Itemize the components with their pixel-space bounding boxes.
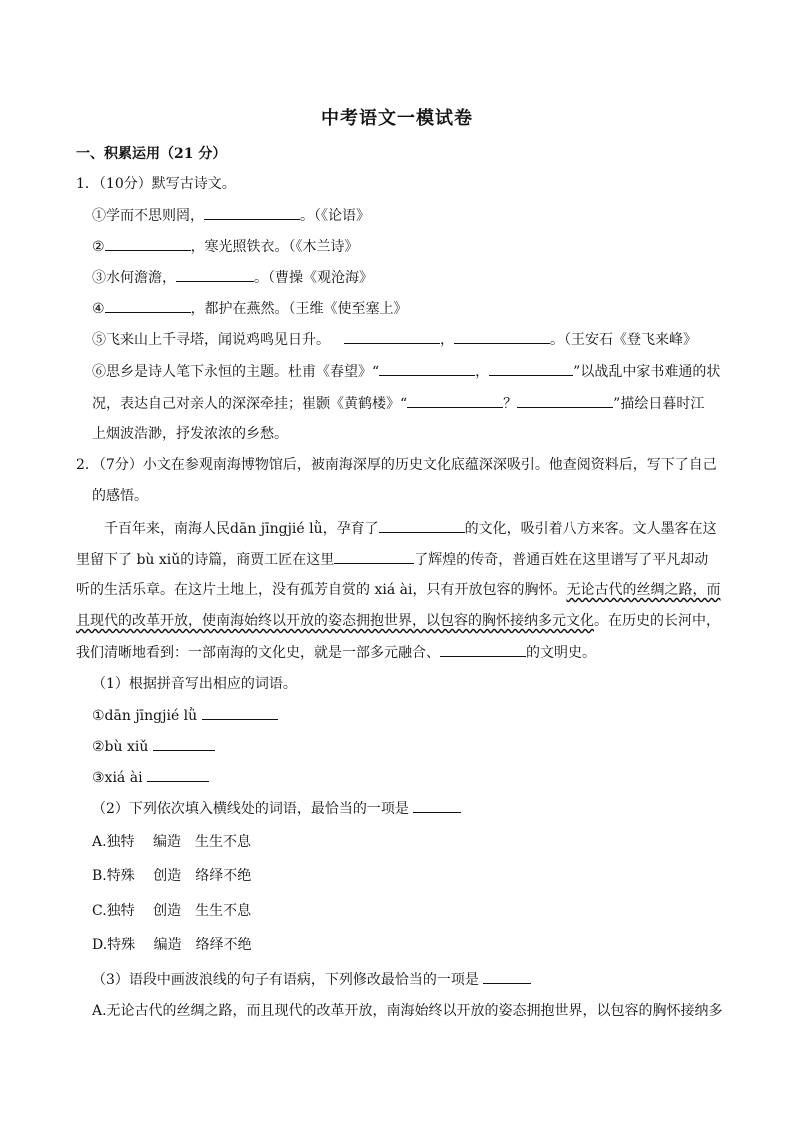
option-d: D.特殊 编造 络绎不绝 bbox=[92, 937, 252, 953]
q1-line-4: ④ ，都护在燕然。（王维《使至塞上》 bbox=[92, 298, 408, 319]
passage-line-1: 千百年来，南海人民dān jīngjié lǜ，孕育了 的文化，吸引着八方来客。文人墨客在这 bbox=[104, 518, 717, 539]
passage-line-2: 里留下了 bù xiǔ的诗篇，商贾工匠在这里 了辉煌的传奇，普通百姓在这里谱写了平凡却动 bbox=[76, 549, 708, 570]
answer-blank[interactable] bbox=[202, 705, 278, 720]
q1-line-5: ⑤飞来山上千寻塔，闻说鸡鸣见日升。 ， 。（王安石《登飞来峰》 bbox=[92, 329, 697, 350]
q1-line-7: 况，表达自己对亲人的深深牵挂；崔颢《黄鹤楼》“ ？ ”描绘日暮时江 bbox=[92, 393, 704, 414]
answer-blank[interactable] bbox=[153, 736, 215, 751]
page-title: 中考语文一模试卷 bbox=[321, 108, 473, 129]
answer-blank[interactable] bbox=[379, 518, 465, 533]
answer-blank[interactable] bbox=[483, 969, 531, 984]
option-c: C.独特 创造 生生不息 bbox=[92, 903, 252, 919]
passage-line-4: 且现代的改革开放，使南海始终以开放的姿态拥抱世界，以包容的胸怀接纳多元文化。在历史的长河中， bbox=[76, 613, 720, 629]
question-2-heading: 2．（7分）小文在参观南海博物馆后，被南海深厚的历史文化底蕴深深吸引。他查阅资料后，写下了自己 bbox=[76, 457, 717, 473]
subquestion-1-item-c: ③xiá ài bbox=[92, 767, 209, 788]
subquestion-1-item-a: ①dān jīngjié lǜ bbox=[92, 705, 278, 726]
answer-blank[interactable] bbox=[379, 361, 475, 376]
passage-line-3: 听的生活乐章。在这片土地上，没有孤芳自赏的 xiá ài，只有开放包容的胸怀。无论古代的丝绸之路，而 bbox=[76, 582, 721, 598]
passage-line-5: 我们清晰地看到：一部南海的文化史，就是一部多元融合、 的文明史。 bbox=[76, 642, 596, 663]
subquestion-1-item-b: ②bù xiǔ bbox=[92, 736, 215, 757]
answer-blank[interactable] bbox=[413, 798, 461, 813]
subquestion-1: （1）根据拼音写出相应的词语。 bbox=[92, 676, 297, 692]
answer-blank[interactable] bbox=[489, 361, 573, 376]
q1-line-1: ①学而不思则罔， 。（《论语》 bbox=[92, 205, 370, 226]
q1-line-6: ⑥思乡是诗人笔下永恒的主题。杜甫《春望》“ ， ”以战乱中家书难通的状 bbox=[92, 361, 720, 382]
answer-blank[interactable] bbox=[105, 298, 191, 313]
wavy-underlined-sentence: 且现代的改革开放，使南海始终以开放的姿态拥抱世界，以包容的胸怀接纳多元文化 bbox=[76, 613, 594, 629]
answer-blank[interactable] bbox=[440, 642, 526, 657]
q1-line-8: 上烟波浩渺，抒发浓浓的乡愁。 bbox=[92, 426, 288, 442]
answer-blank[interactable] bbox=[147, 767, 209, 782]
answer-blank[interactable] bbox=[176, 267, 254, 282]
subquestion-3-option-a: A.无论古代的丝绸之路，而且现代的改革开放，南海始终以开放的姿态拥抱世界，以包容的胸怀接纳多 bbox=[92, 1003, 723, 1019]
answer-blank[interactable] bbox=[204, 205, 300, 220]
section-heading: 一、积累运用（21 分） bbox=[76, 146, 227, 162]
answer-blank[interactable] bbox=[517, 393, 613, 408]
answer-blank[interactable] bbox=[407, 393, 503, 408]
wavy-underlined-sentence: 无论古代的丝绸之路，而 bbox=[566, 582, 721, 598]
question-1-heading: 1．（10分）默写古诗文。 bbox=[76, 176, 236, 192]
answer-blank[interactable] bbox=[344, 329, 440, 344]
answer-blank[interactable] bbox=[454, 329, 550, 344]
subquestion-3: （3）语段中画波浪线的句子有语病，下列修改最恰当的一项是 bbox=[92, 969, 531, 990]
q1-line-2: ② ，寒光照铁衣。（《木兰诗》 bbox=[92, 236, 359, 257]
option-b: B.特殊 创造 络绎不绝 bbox=[92, 868, 252, 884]
subquestion-2: （2）下列依次填入横线处的词语，最恰当的一项是 bbox=[92, 798, 461, 819]
q1-line-3: ③水何澹澹， 。（曹操《观沧海》 bbox=[92, 267, 373, 288]
answer-blank[interactable] bbox=[105, 236, 191, 251]
question-2-heading-cont: 的感悟。 bbox=[92, 488, 148, 504]
option-a: A.独特 编造 生生不息 bbox=[92, 834, 252, 850]
answer-blank[interactable] bbox=[334, 549, 414, 564]
